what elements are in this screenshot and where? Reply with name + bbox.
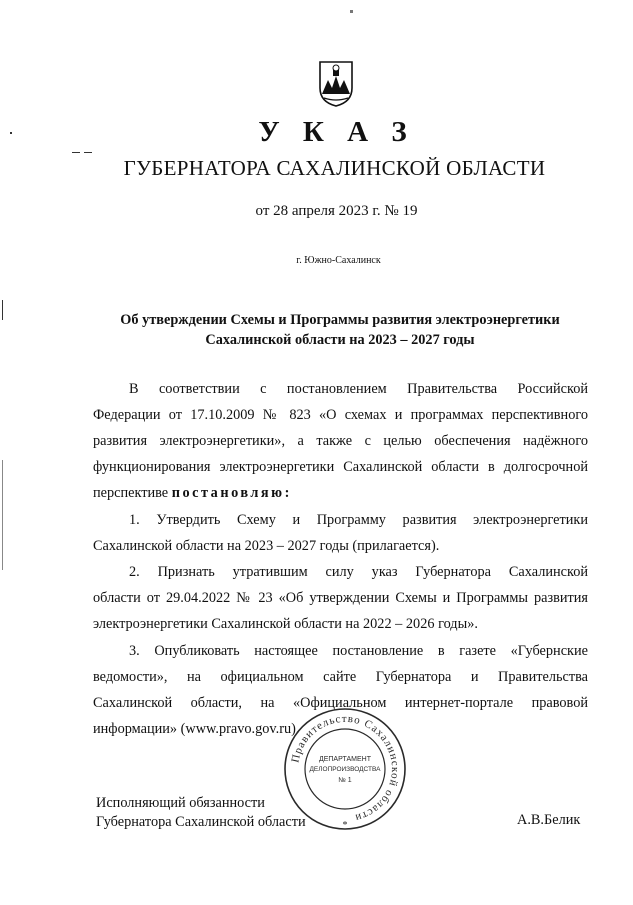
item-3-line-1: 3. Опубликовать настоящее постановление в газете «Губернские <box>129 643 588 659</box>
subject-line-1: Об утверждении Схемы и Программы развития электроэнергетики <box>120 312 560 328</box>
subject-heading <box>100 310 580 350</box>
signatory-role <box>96 794 306 832</box>
issuer-title: ГУБЕРНАТОРА САХАЛИНСКОЙ ОБЛАСТИ <box>123 156 546 180</box>
scan-mark <box>10 132 12 134</box>
scan-mark <box>84 152 92 153</box>
paragraph-1-line-5-text: перспективе <box>93 485 169 501</box>
item-2-line-1: 2. Признать утратившим силу указ Губернатора Сахалинской <box>129 564 588 580</box>
item-3-line-2: ведомости», на официальном сайте Губернатора и Правительства <box>93 669 588 685</box>
scan-mark <box>2 460 3 570</box>
official-seal-stamp <box>283 707 407 831</box>
stamp-ring-text: Правительство Сахалинской области <box>289 712 402 824</box>
decree-keyword: постановляю: <box>171 485 292 501</box>
item-2-line-3: электроэнергетики Сахалинской области на 2022 – 2026 годы». <box>93 616 478 632</box>
signatory-role-line-2: Губернатора Сахалинской области <box>96 814 306 830</box>
item-3-line-3: Сахалинской области, на «Официальном интернет-портале правовой <box>93 695 588 711</box>
scan-mark <box>350 10 353 13</box>
item-1-line-2: Сахалинской области на 2023 – 2027 годы (прилагается). <box>93 538 440 554</box>
stamp-star-icon: * <box>342 820 348 831</box>
signatory-role-line-1: Исполняющий обязанности <box>96 795 265 811</box>
scan-mark <box>2 300 3 320</box>
document-title: У К А З <box>258 116 415 148</box>
stamp-line-3: № 1 <box>338 777 352 784</box>
coat-of-arms-emblem <box>316 58 356 108</box>
paragraph-1-line-5 <box>93 484 588 502</box>
item-3-line-4: информации» (www.pravo.gov.ru). <box>93 721 300 737</box>
paragraph-1-line-1: В соответствии с постановлением Правительства Российской <box>129 381 588 397</box>
paragraph-1-line-4: функционирования электроэнергетики Сахалинской области в долгосрочной <box>93 459 588 475</box>
item-2-line-2: области от 29.04.2022 № 23 «Об утверждении Схемы и Программы развития <box>93 590 588 606</box>
city-line: г. Южно-Сахалинск <box>296 255 381 266</box>
subject-line-2: Сахалинской области на 2023 – 2027 годы <box>205 332 475 348</box>
scan-mark <box>72 152 80 153</box>
date-and-number: от 28 апреля 2023 г. № 19 <box>255 203 418 219</box>
stamp-line-2: ДЕЛОПРОИЗВОДСТВА <box>309 766 381 773</box>
signatory-name: А.В.Белик <box>517 812 581 828</box>
stamp-line-1: ДЕПАРТАМЕНТ <box>318 756 372 763</box>
paragraph-1-line-2: Федерации от 17.10.2009 № 823 «О схемах и программах перспективного <box>93 407 588 423</box>
item-1-line-1: 1. Утвердить Схему и Программу развития электроэнергетики <box>129 512 588 528</box>
paragraph-1-line-3: развития электроэнергетики», а также с целью обеспечения надёжного <box>93 433 588 449</box>
